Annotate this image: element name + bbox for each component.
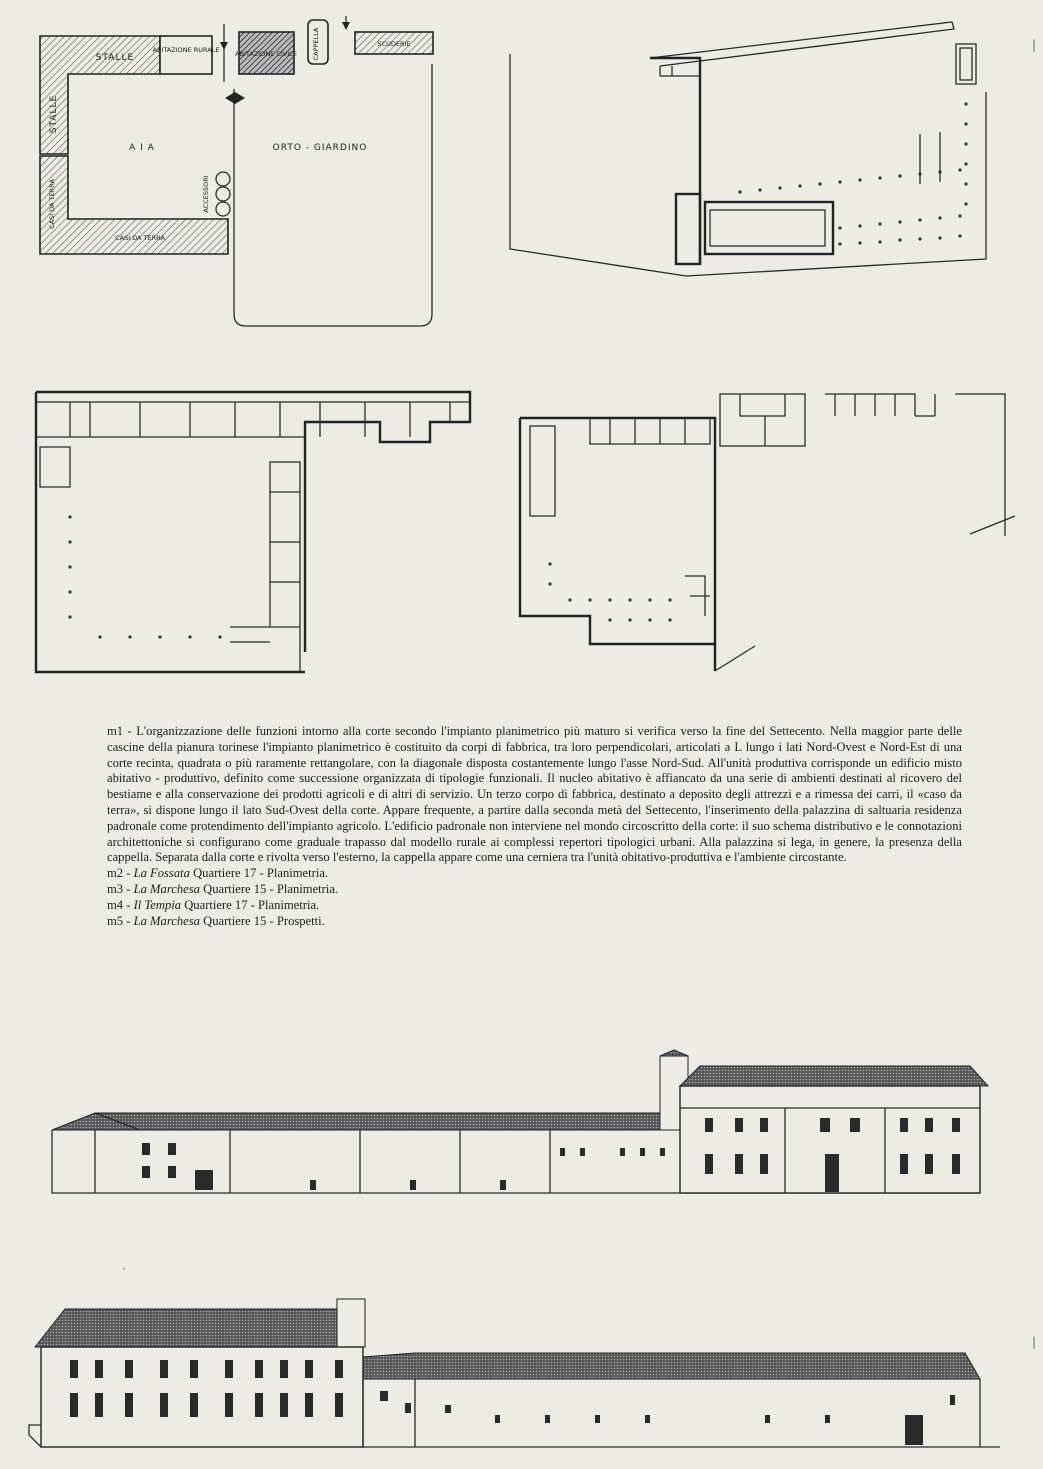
label-stalle-top: STALLE: [95, 53, 135, 63]
label-abitazione-civile: ABITAZIONE CIVILE: [235, 50, 297, 58]
label-accessori: ACCESSORI: [202, 175, 210, 213]
caption-ref-m2: m2 - La Fossata Quartiere 17 - Planimetria.: [107, 866, 329, 881]
label-cappella: CAPPELLA: [312, 27, 320, 61]
margin-mark-right-1: |: [1032, 38, 1037, 52]
label-stalle-side: STALLE: [49, 94, 59, 134]
label-orto-giardino: ORTO - GIARDINO: [272, 143, 368, 153]
figure-m1-scheme: [30, 14, 450, 334]
label-aia: A I A: [129, 143, 155, 153]
label-scuderie: SCUDERIE: [377, 40, 411, 48]
figure-m3-plan: [30, 382, 500, 682]
caption-ref-m4: m4 - Il Tempia Quartiere 17 - Planimetria.: [107, 897, 320, 912]
figure-m5-elevation-top: [40, 1048, 1035, 1198]
label-abitazione-rurale: ABITAZIONE RURALE: [152, 46, 220, 54]
label-casi-da-terra-side: CASI DA TERRA: [48, 179, 56, 229]
margin-mark: ·: [122, 1262, 126, 1276]
figure-m4-plan: [515, 386, 1025, 676]
caption-ref-m3: m3 - La Marchesa Quartiere 15 - Planimetria.: [107, 881, 339, 896]
caption-block: [107, 724, 962, 929]
margin-mark-right-2: |: [1032, 1335, 1037, 1349]
figure-m2-plan: [500, 14, 1000, 284]
figure-m5-elevation-bottom: [25, 1295, 1025, 1455]
caption-ref-m5: m5 - La Marchesa Quartiere 15 - Prospetti.: [107, 913, 325, 928]
label-casi-da-terra-bottom: CASI DA TERRA: [115, 234, 165, 242]
caption-m1-text: m1 - L'organizzazione delle funzioni intorno alla corte secondo l'impianto planimetrico più maturo si verifica verso la fine del Settecento. Nella maggior parte delle cascine della pianura torinese l'impianto planimetrico è costituito da corpi di fabbrica, tra loro perpendicolari, articolati a L lungo i lati Nord-Ovest e Nord-Est di una corte recinta, quadrata o più raramente rettangolare, con la diagonale disposta costantemente lungo l'asse Nord-Sud. All'unità produttiva corrisponde un edificio misto abitativo - produttivo, definito come successione organizzata di tipologie funzionali. Il nucleo abitativo è affiancato da una serie di ambienti destinati al ricovero del bestiame e alla conservazione dei prodotti agricoli e di altri di servizio. Un terzo corpo di fabbrica, destinato a deposito degli attrezzi e a rimessa dei carri, il «caso da terra», si dispone lungo il lato Sud-Ovest della corte. Appare frequente, a partire dalla seconda metà del Settecento, l'inserimento della palazzina di saltuaria residenza padronale come protendimento dell'impianto agricolo. L'edificio padronale non interviene nel mondo circoscritto della corte: il suo schema distributivo e le connotazioni architettoniche si configurano come graduale trapasso dal modello rurale ai complessi repertori tipologici urbani. Alla palazzina si lega, in genere, la presenza della cappella. Separata dalla corte e rivolta verso l'esterno, la cappella appare come una cerniera tra l'unità obitativo-produttiva e l'ambiente circostante.: [107, 724, 962, 865]
